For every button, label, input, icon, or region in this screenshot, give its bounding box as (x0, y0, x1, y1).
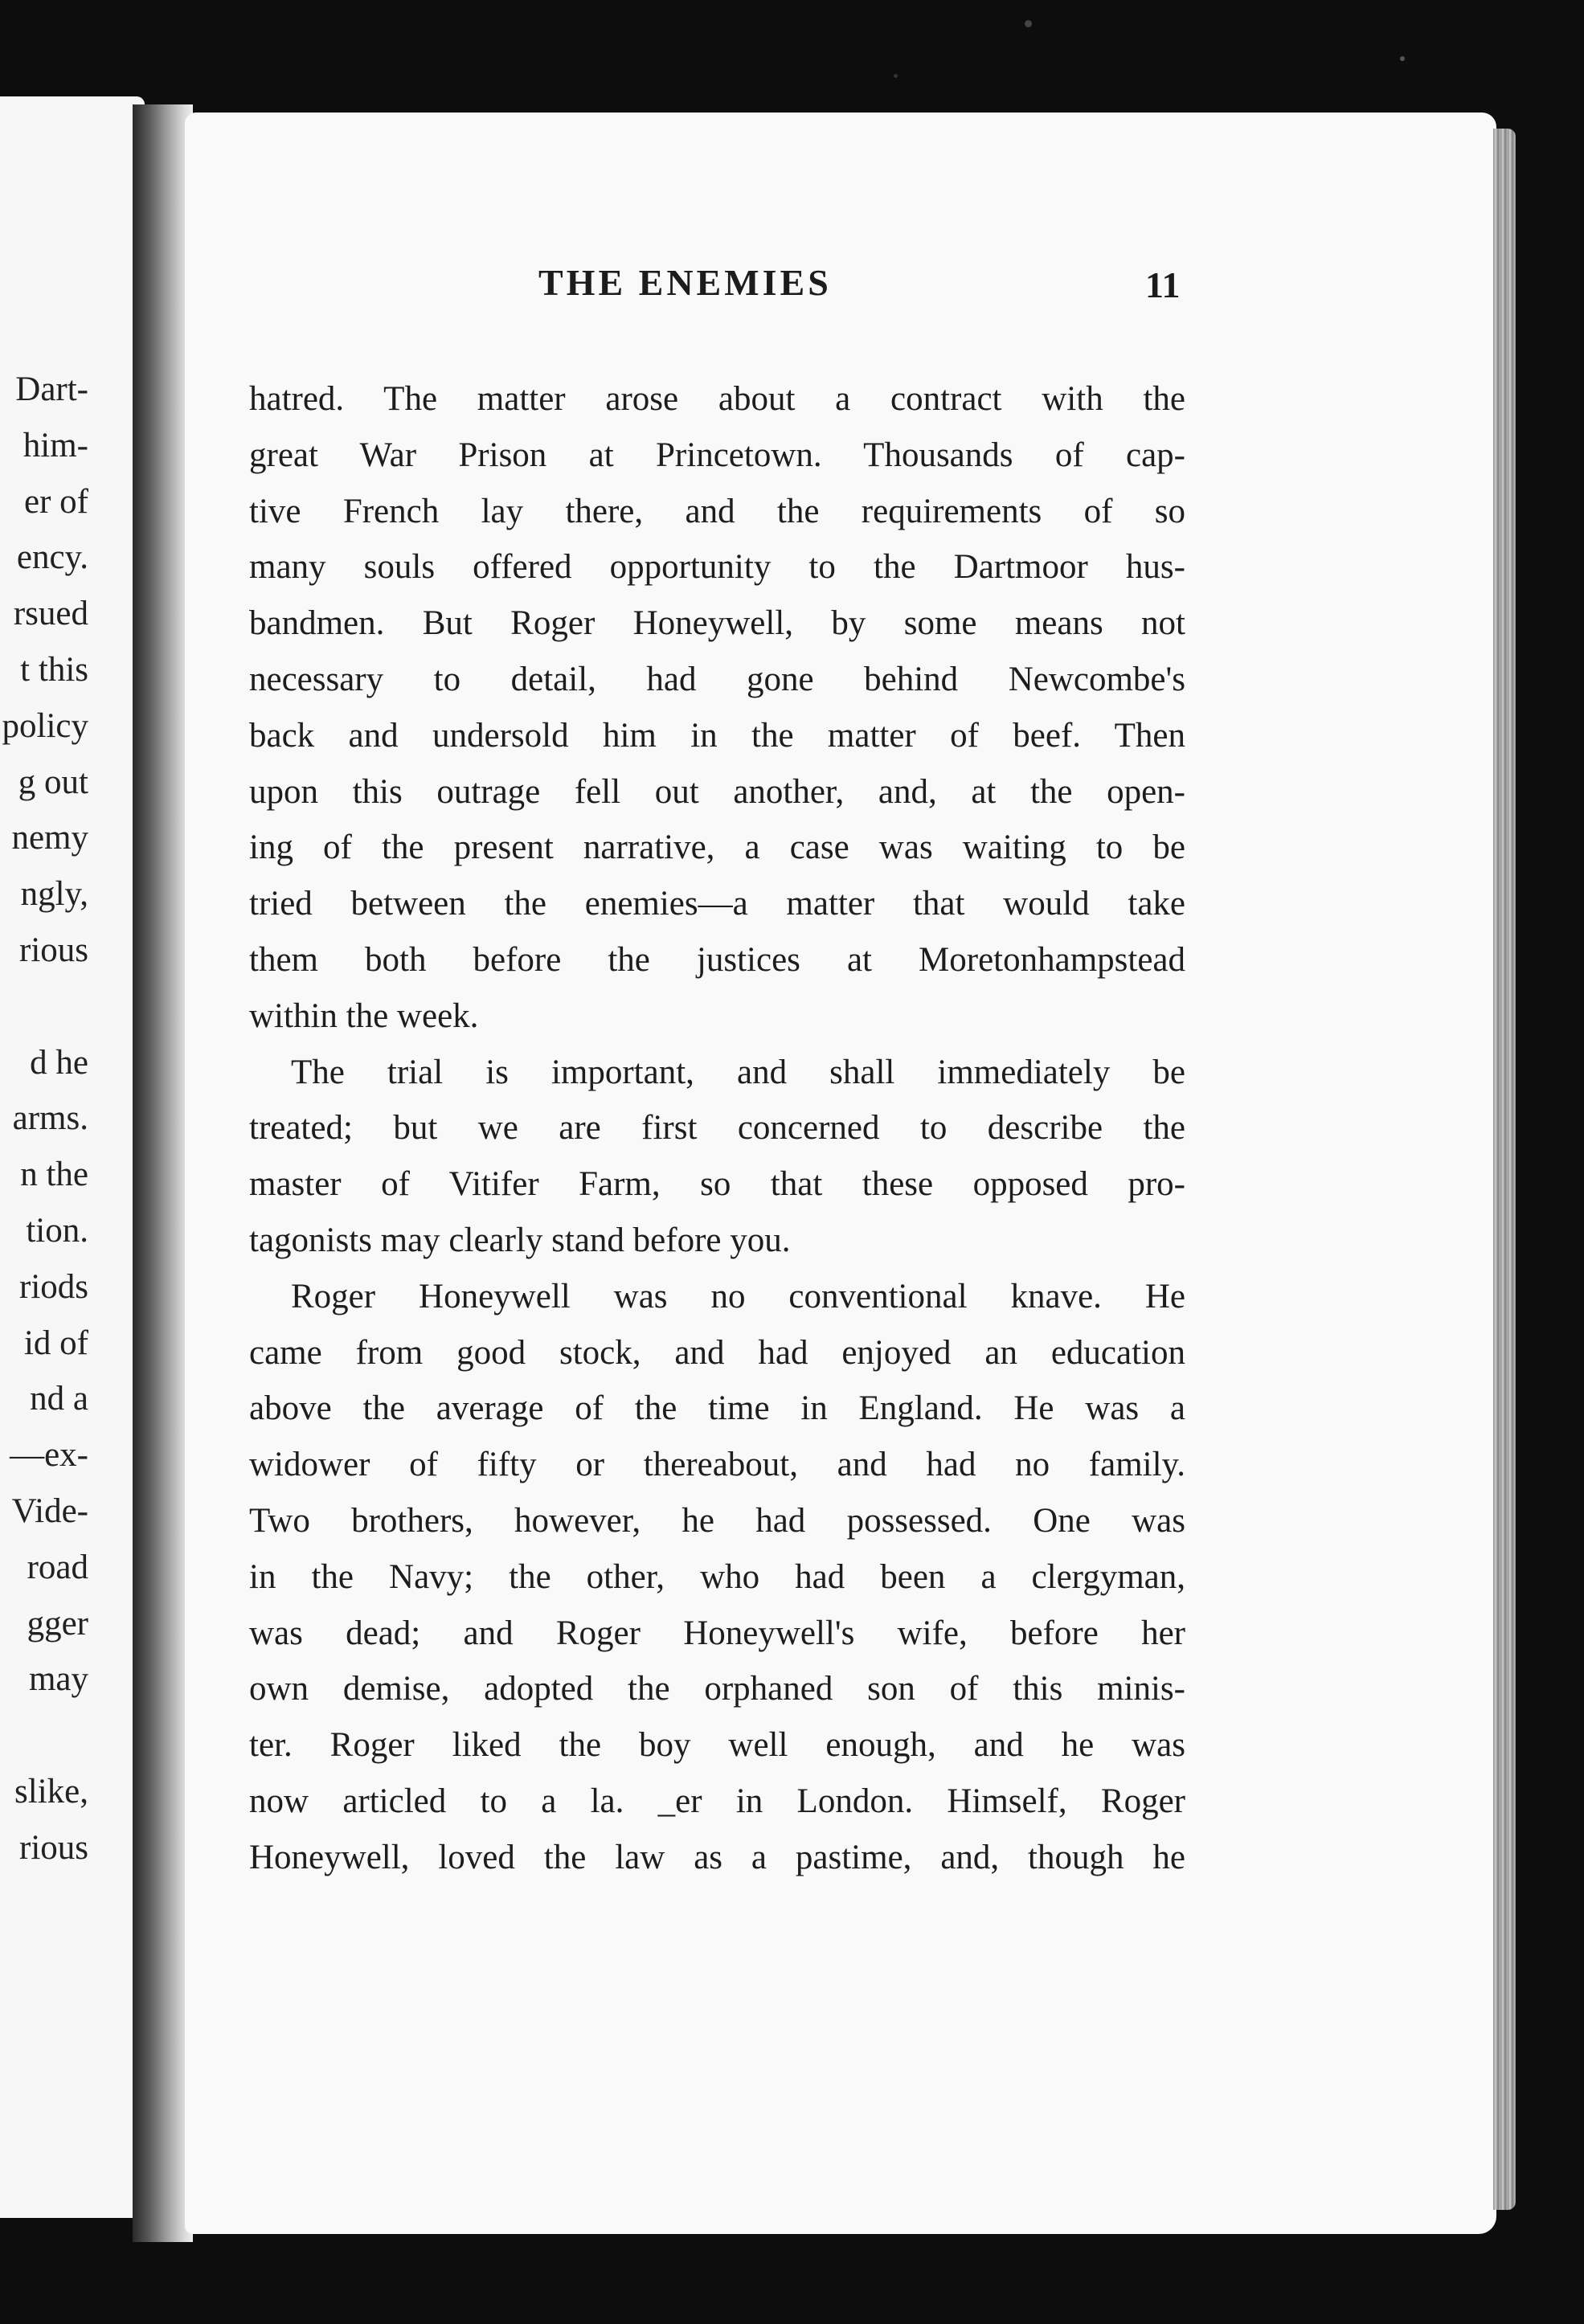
text-line: ing of the present narrative, a case was waiting to be (249, 829, 1185, 867)
text-line: above the average of the time in England. He was a (249, 1389, 1185, 1428)
previous-page-line: gger (27, 1604, 88, 1643)
text-line: treated; but we are first concerned to describe the (249, 1109, 1185, 1148)
text-line: The trial is important, and shall immediately be (291, 1053, 1185, 1091)
text-line: tried between the enemies—a matter that would take (249, 885, 1185, 923)
text-line: own demise, adopted the orphaned son of this minis- (249, 1670, 1185, 1708)
text-line: many souls offered opportunity to the Dartmoor hus- (249, 548, 1185, 587)
previous-page-line: tion. (26, 1211, 88, 1250)
previous-page-line: rious (19, 931, 88, 969)
previous-page-line: Dart- (15, 370, 88, 408)
previous-page-line: ency. (16, 538, 88, 577)
previous-page-line: er of (24, 482, 88, 521)
text-line: in the Navy; the other, who had been a clergyman, (249, 1557, 1185, 1596)
page-edge (1493, 129, 1516, 2210)
running-head: THE ENEMIES (538, 262, 832, 303)
previous-page-line: d he (30, 1043, 88, 1082)
text-line: now articled to a la. _er in London. Himself, Roger (249, 1782, 1185, 1820)
previous-page-line (0, 979, 88, 1035)
text-line: great War Prison at Princetown. Thousands of cap- (249, 436, 1185, 474)
previous-page-line (0, 1708, 88, 1764)
page-number: 11 (1145, 264, 1181, 305)
text-line: widower of fifty or thereabout, and had no family. (249, 1446, 1185, 1484)
paragraph (249, 371, 1185, 1045)
previous-page-line: —ex- (10, 1436, 88, 1475)
previous-page-line: arms. (12, 1099, 88, 1138)
book-gutter (133, 104, 193, 2242)
previous-page-line: n the (20, 1156, 88, 1194)
previous-page-line: ngly, (20, 875, 88, 914)
text-line: Honeywell, loved the law as a pastime, and, though he (249, 1838, 1185, 1876)
scan-speck (1025, 20, 1032, 27)
text-line: tagonists may clearly stand before you. (249, 1221, 791, 1259)
previous-page-line: him- (23, 426, 88, 464)
previous-page-line: t this (20, 650, 88, 689)
previous-page-line: g out (18, 763, 88, 801)
previous-page-line: may (28, 1660, 88, 1699)
body-text (249, 371, 1185, 1886)
text-line: ter. Roger liked the boy well enough, and he was (249, 1726, 1185, 1765)
text-line: tive French lay there, and the requirements of so (249, 492, 1185, 530)
previous-page-line: policy (2, 706, 88, 745)
text-line: was dead; and Roger Honeywell's wife, before her (249, 1614, 1185, 1652)
previous-page-line: Vide- (11, 1491, 88, 1530)
previous-page-line: road (27, 1548, 88, 1586)
text-line: necessary to detail, had gone behind Newcombe's (249, 660, 1185, 698)
paragraph (249, 1045, 1185, 1269)
text-line: bandmen. But Roger Honeywell, by some means not (249, 604, 1185, 643)
text-line: back and undersold him in the matter of beef. Then (249, 716, 1185, 755)
previous-page-line: id of (23, 1324, 88, 1362)
text-line: them both before the justices at Moretonhampstead (249, 940, 1185, 979)
scan-speck (1400, 56, 1405, 61)
text-line: upon this outrage fell out another, and, at the open- (249, 772, 1185, 811)
previous-page-text (0, 362, 88, 1876)
previous-page-line: nemy (11, 819, 88, 857)
text-line: within the week. (249, 996, 479, 1035)
previous-page-line: slike, (14, 1772, 88, 1811)
text-line: hatred. The matter arose about a contract with the (249, 380, 1185, 418)
previous-page-line: rious (19, 1828, 88, 1867)
text-line: Roger Honeywell was no conventional knave. He (291, 1277, 1185, 1315)
text-line: Two brothers, however, he had possessed. One was (249, 1501, 1185, 1540)
text-line: came from good stock, and had enjoyed an education (249, 1333, 1185, 1372)
previous-page-line: riods (19, 1267, 88, 1306)
paragraph (249, 1269, 1185, 1886)
previous-page-line: rsued (13, 595, 88, 633)
text-line: master of Vitifer Farm, so that these opposed pro- (249, 1165, 1185, 1204)
scan-speck (894, 74, 898, 78)
previous-page-fragment (0, 96, 145, 2218)
previous-page-line: nd a (30, 1380, 88, 1418)
